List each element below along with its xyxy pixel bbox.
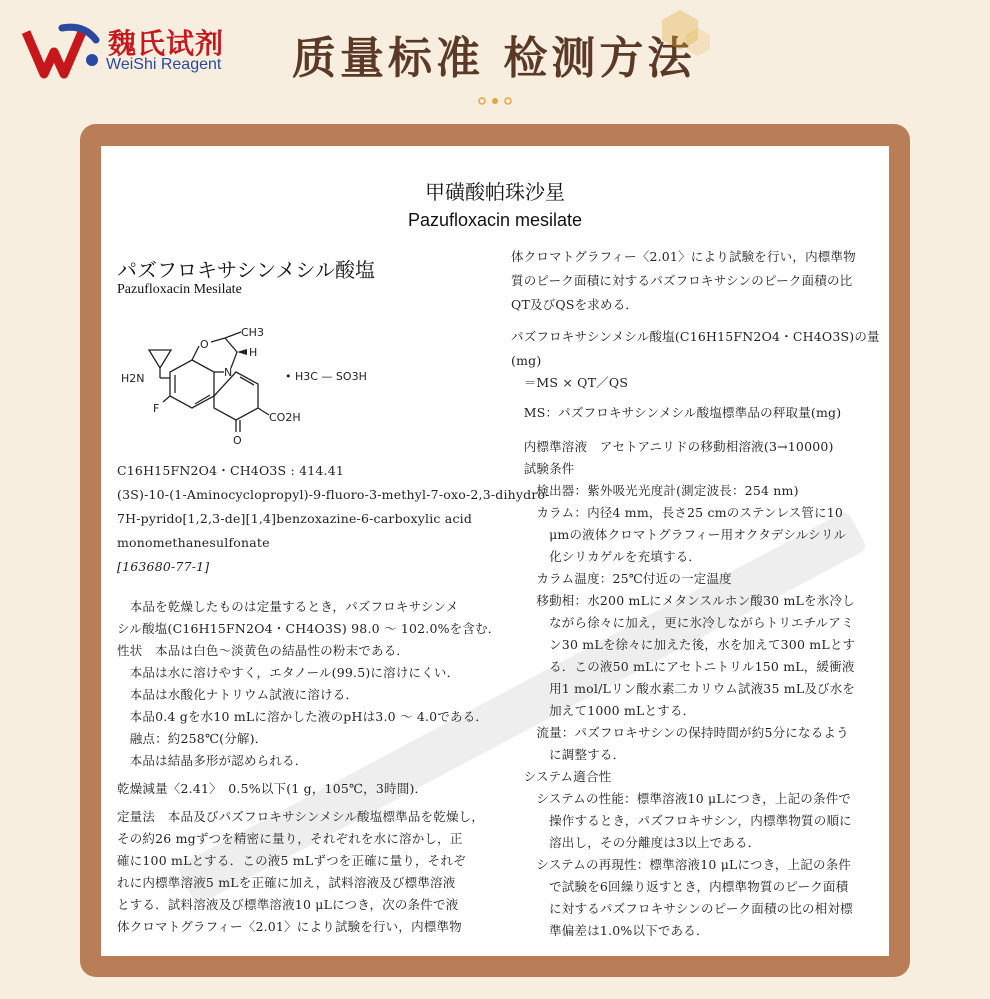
left-line: シル酸塩(C16H15FN2O4・CH4O3S) 98.0 ～ 102.0%を含む． — [117, 621, 501, 636]
label-ch3: CH3 — [241, 326, 264, 339]
brand-name-en: WeiShi Reagent — [106, 56, 222, 73]
left-line: 本品0.4 gを水10 mLに溶かした液のpHは3.0 ～ 4.0である． — [117, 709, 489, 724]
right-line: カラム温度：25℃付近の一定温度 — [511, 571, 732, 586]
doc-title-cn: 甲磺酸帕珠沙星 — [425, 180, 565, 204]
right-line: に対するパズフロキサシンのピーク面積の比の相対標 — [511, 901, 853, 916]
right-line: 溶出し，その分離度は3以上である． — [511, 835, 761, 850]
left-line: 本品は水酸化ナトリウム試液に溶ける． — [117, 687, 359, 702]
brand-name-cn: 魏氏试剂 — [108, 27, 225, 60]
right-line: ＝MS × QT／QS — [511, 375, 629, 390]
right-line: カラム：内径4 mm，長さ25 cmのステンレス管に10 — [511, 505, 844, 520]
right-line: パズフロキサシンメシル酸塩(C16H15FN2O4・CH4O3S)の量 — [511, 329, 880, 344]
left-line: れに内標準溶液5 mLを正確に加え，試料溶液及び標準溶液 — [117, 875, 456, 890]
label-o: O — [200, 338, 209, 351]
right-line: μmの液体クロマトグラフィー用オクタデシルシリル — [511, 527, 847, 542]
right-line: 検出器：紫外吸光光度計(測定波長：254 nm) — [511, 483, 799, 498]
left-line: 確に100 mLとする．この液5 mLずつを正確に量り，それぞ — [117, 853, 466, 868]
right-line: に調整する． — [511, 747, 626, 762]
left-line: 乾燥減量〈2.41〉 0.5%以下(1 g，105℃，3時間)． — [117, 781, 428, 796]
left-line: 本品は結晶多形が認められる． — [117, 753, 308, 768]
label-h: H — [249, 346, 258, 359]
left-line: 本品は水に溶けやすく，エタノール(99.5)に溶けにくい． — [117, 665, 460, 680]
right-line: システムの再現性：標準溶液10 μLにつき，上記の条件 — [511, 857, 852, 872]
left-line: monomethanesulfonate — [117, 535, 270, 550]
right-line: 移動相：水200 mLにメタンスルホン酸30 mLを氷冷し — [511, 593, 855, 608]
right-line: る．この液50 mLにアセトニトリル150 mL，緩衝液 — [511, 659, 855, 674]
label-o-carbonyl: O — [233, 434, 242, 447]
label-n: N — [224, 366, 233, 379]
label-salt: • H3C — SO3H — [285, 370, 367, 383]
left-line: [163680-77-1] — [117, 559, 210, 574]
right-line: MS：パズフロキサシンメシル酸塩標準品の秤取量(mg) — [511, 405, 842, 420]
left-line: とする．試料溶液及び標準溶液10 μLにつき，次の条件で液 — [117, 897, 459, 912]
left-line: C16H15FN2O4・CH4O3S : 414.41 — [117, 463, 345, 478]
doc-title-jp: パズフロキサシンメシル酸塩 — [117, 258, 375, 282]
left-line: その約26 mgずつを精密に量り，それぞれを水に溶かし，正 — [117, 831, 463, 846]
weishi-logo-icon — [22, 22, 102, 80]
dots-decoration-icon — [477, 96, 517, 106]
document-paper — [101, 146, 889, 956]
right-line: 試験条件 — [511, 461, 575, 476]
right-line: 質のピーク面積に対するパズフロキサシンのピーク面積の比 — [511, 273, 853, 288]
left-line: 性状 本品は白色～淡黄色の結晶性の粉末である． — [117, 643, 410, 658]
right-line: ながら徐々に加え，更に氷冷しながらトリエチルアミ — [511, 615, 854, 630]
doc-subtitle-en: Pazufloxacin Mesilate — [117, 282, 242, 297]
left-line: 体クロマトグラフィー〈2.01〉により試験を行い，内標準物 — [117, 919, 462, 934]
label-h2n: H2N — [121, 372, 145, 385]
brand-logo — [22, 18, 225, 82]
right-line: 用1 mol/Lリン酸水素二カリウム試液35 mL及び水を — [511, 681, 856, 696]
doc-title-en: Pazufloxacin mesilate — [407, 210, 583, 230]
right-line: 操作するとき，パズフロキサシン，内標準物質の順に — [511, 813, 852, 828]
left-line: 定量法 本品及びパズフロキサシンメシル酸塩標準品を乾燥し， — [117, 809, 485, 824]
right-line: 準偏差は1.0%以下である． — [511, 923, 709, 938]
right-line: で試験を6回繰り返すとき，内標準物質のピーク面積 — [511, 879, 849, 894]
chemical-structure — [119, 322, 389, 447]
label-co2h: CO2H — [269, 411, 301, 424]
right-line: 化シリカゲルを充填する． — [511, 549, 702, 564]
right-line: ン30 mLを徐々に加えた後，水を加えて300 mLとす — [511, 637, 856, 652]
left-line: 本品を乾燥したものは定量するとき，パズフロキサシンメ — [117, 599, 459, 614]
right-line: システムの性能：標準溶液10 μLにつき，上記の条件で — [511, 791, 852, 806]
right-line: システム適合性 — [511, 769, 612, 784]
right-line: QT及びQSを求める． — [511, 297, 639, 312]
label-f: F — [153, 402, 160, 415]
right-line: 内標準溶液 アセトアニリドの移動相溶液(3→10000) — [511, 439, 834, 454]
left-line: 融点：約258℃(分解)． — [117, 731, 268, 746]
right-line: 流量：パズフロキサシンの保持時間が約5分になるよう — [511, 725, 849, 740]
right-line: 体クロマトグラフィー〈2.01〉により試験を行い，内標準物 — [511, 249, 856, 264]
left-line: 7H-pyrido[1,2,3-de][1,4]benzoxazine-6-carboxylic acid — [117, 511, 473, 526]
right-line: 加えて1000 mLとする． — [511, 703, 696, 718]
hexagon-decoration-icon — [640, 6, 720, 66]
right-line: (mg) — [511, 353, 542, 368]
banner-title: 质量标准 检测方法 — [292, 33, 696, 84]
left-line: (3S)-10-(1-Aminocyclopropyl)-9-fluoro-3-methyl-7-oxo-2,3-dihydro- — [117, 487, 550, 502]
